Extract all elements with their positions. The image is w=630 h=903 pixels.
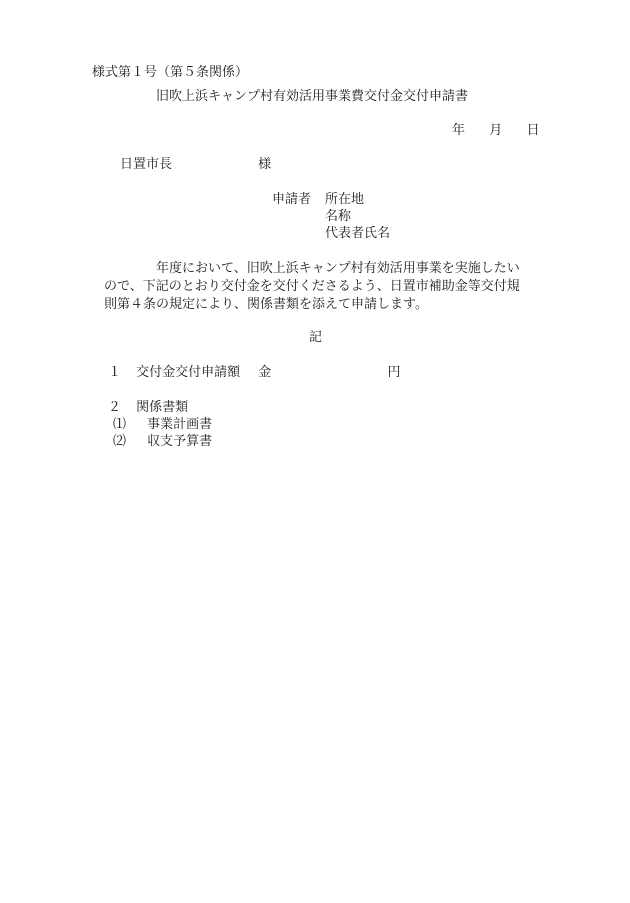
item-number: １ [108,365,122,380]
date-line [452,122,540,140]
applicant-representative-label: 代表者氏名 [325,226,391,241]
date-day-label: 日 [526,123,540,138]
amount-prefix: 金 [258,365,272,380]
applicant-name-label: 名称 [325,209,352,224]
form-number: 様式第１号（第５条関係） [92,65,249,80]
applicant-address-label: 所在地 [325,192,365,207]
item-label: 関係書類 [136,400,189,415]
body-line-3: 則第４条の規定により、関係書類を添えて申請します。 [104,297,428,312]
addressee-honorific: 様 [258,157,272,172]
amount-unit: 円 [387,365,401,380]
item-application-amount [108,364,400,382]
subitem-business-plan [113,416,212,434]
body-line-2: ので、下記のとおり交付金を交付くださるよう、日置市補助金等交付規 [104,279,520,294]
subitem-budget [113,433,212,451]
subitem-label: 事業計画書 [147,417,213,432]
applicant-role: 申請者 [272,192,312,207]
subitem-label: 収支予算書 [147,434,213,449]
subitem-number: ⑴ [113,417,127,432]
document-title: 旧吹上浜キャンプ村有効活用事業費交付金交付申請書 [156,89,469,104]
body-paragraph [104,260,540,314]
item-label: 交付金交付申請額 [136,365,241,380]
date-month-label: 月 [489,123,503,138]
date-year-label: 年 [452,123,466,138]
item-related-documents [108,399,188,417]
body-line-1: 年度において、旧吹上浜キャンプ村有効活用事業を実施したい [156,261,520,276]
ki-heading: 記 [309,330,323,345]
item-number: ２ [108,400,122,415]
addressee-name: 日置市長 [120,157,173,172]
addressee [120,156,271,174]
subitem-number: ⑵ [113,434,127,449]
